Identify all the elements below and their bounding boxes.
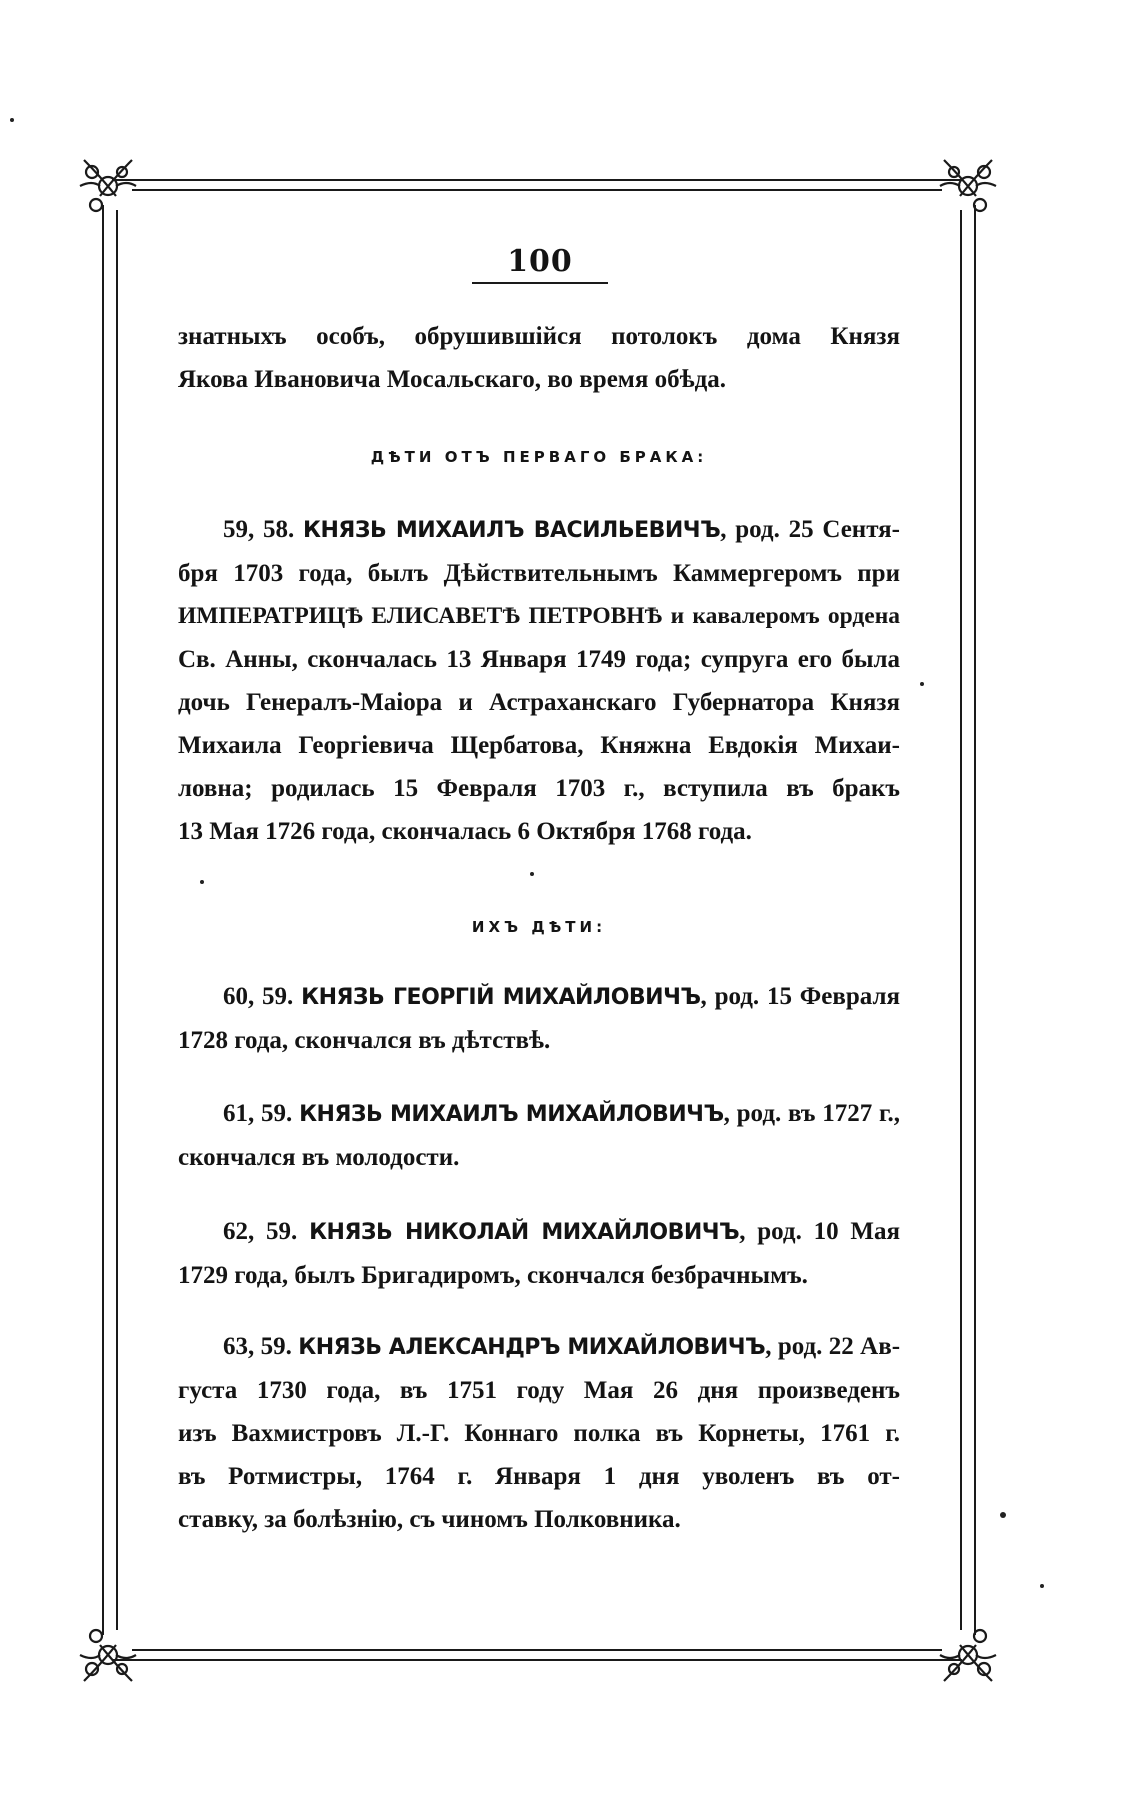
person-name: КНЯЗЬ НИКОЛАЙ МИХАЙЛОВИЧЪ xyxy=(309,1220,740,1245)
text-line: дочь Генералъ-Маіора и Астраханскаго Губернатора Князя xyxy=(178,689,900,716)
entry-text: , род. 10 Мая xyxy=(739,1218,900,1245)
text-line: Св. Анны, скончалась 13 Января 1749 года; супруга его была xyxy=(178,646,900,673)
entry-number: 59, 58. xyxy=(223,516,295,543)
text-line: въ Ротмистры, 1764 г. Января 1 дня уволенъ въ от- xyxy=(178,1463,900,1490)
person-name: КНЯЗЬ МИХАИЛЪ МИХАЙЛОВИЧЪ xyxy=(299,1102,724,1127)
print-speck xyxy=(1000,1512,1006,1518)
text-line: густа 1730 года, въ 1751 году Мая 26 дня произведенъ xyxy=(178,1377,900,1404)
corner-flourish-top-right xyxy=(940,160,996,211)
corner-flourish-bottom-right xyxy=(940,1630,996,1681)
text-line: Якова Ивановича Мосальскаго, во время обѣда. xyxy=(178,366,727,393)
section-heading: ИХЪ ДѢТИ: xyxy=(471,918,607,936)
entry-first-line xyxy=(178,975,900,1019)
entry-first-line xyxy=(178,508,900,552)
entry-text: , род. въ 1727 г., xyxy=(723,1100,901,1127)
text-line: Михаила Георгіевича Щербатова, Княжна Евдокія Михаи- xyxy=(178,732,900,759)
text-line: изъ Вахмистровъ Л.-Г. Коннаго полка въ Корнеты, 1761 г. xyxy=(178,1420,900,1447)
genealogy-entry xyxy=(178,1210,900,1297)
entry-number: 62, 59. xyxy=(223,1218,298,1245)
text-line: ловна; родилась 15 Февраля 1703 г., вступила въ бракъ xyxy=(178,775,900,802)
text-line: знатныхъ особъ, обрушившійся потолокъ дома Князя xyxy=(178,323,900,350)
entry-first-line xyxy=(178,1210,900,1254)
genealogy-entry xyxy=(178,1325,900,1541)
print-speck xyxy=(200,880,204,884)
page-number-rule xyxy=(472,282,608,284)
entry-text: , род. 22 Ав- xyxy=(765,1333,901,1360)
genealogy-entry xyxy=(178,1092,900,1179)
entry-number: 60, 59. xyxy=(223,983,294,1010)
entry-text: , род. 25 Сентя- xyxy=(720,516,900,543)
text-line: 13 Мая 1726 года, скончалась 6 Октября 1768 года. xyxy=(178,818,752,845)
print-speck xyxy=(1040,1584,1044,1588)
person-name: КНЯЗЬ МИХАИЛЪ ВАСИЛЬЕВИЧЪ xyxy=(303,518,721,543)
page-number: 100 xyxy=(507,244,573,279)
corner-flourish-bottom-left xyxy=(80,1630,136,1681)
print-speck xyxy=(10,118,14,122)
text-line: 1729 года, былъ Бригадиромъ, скончался безбрачнымъ. xyxy=(178,1262,808,1289)
genealogy-entry xyxy=(178,508,900,853)
entry-first-line xyxy=(178,1092,900,1136)
corner-flourish-top-left xyxy=(80,160,136,211)
text-line: 1728 года, скончался въ дѣтствѣ. xyxy=(178,1027,551,1054)
text-line: ИМПЕРАТРИЦѢ ЕЛИСАВЕТѢ ПЕТРОВНѢ и кавалеромъ ордена xyxy=(178,603,900,629)
text-line: бря 1703 года, былъ Дѣйствительнымъ Каммергеромъ при xyxy=(178,560,900,587)
section-heading: ДѢТИ ОТЪ ПЕРВАГО БРАКА: xyxy=(370,448,708,466)
text-line: скончался въ молодости. xyxy=(178,1144,460,1171)
text-line: ставку, за болѣзнію, съ чиномъ Полковника. xyxy=(178,1506,681,1533)
person-name: КНЯЗЬ ГЕОРГІЙ МИХАЙЛОВИЧЪ xyxy=(301,985,701,1010)
genealogy-entry xyxy=(178,975,900,1062)
entry-number: 61, 59. xyxy=(223,1100,293,1127)
print-speck xyxy=(920,682,924,686)
print-speck xyxy=(530,872,534,876)
entry-text: , род. 15 Февраля xyxy=(700,983,900,1010)
intro-paragraph xyxy=(178,315,900,401)
entry-number: 63, 59. xyxy=(223,1333,292,1360)
person-name: КНЯЗЬ АЛЕКСАНДРЪ МИХАЙЛОВИЧЪ xyxy=(298,1335,766,1360)
entry-first-line xyxy=(178,1325,900,1369)
